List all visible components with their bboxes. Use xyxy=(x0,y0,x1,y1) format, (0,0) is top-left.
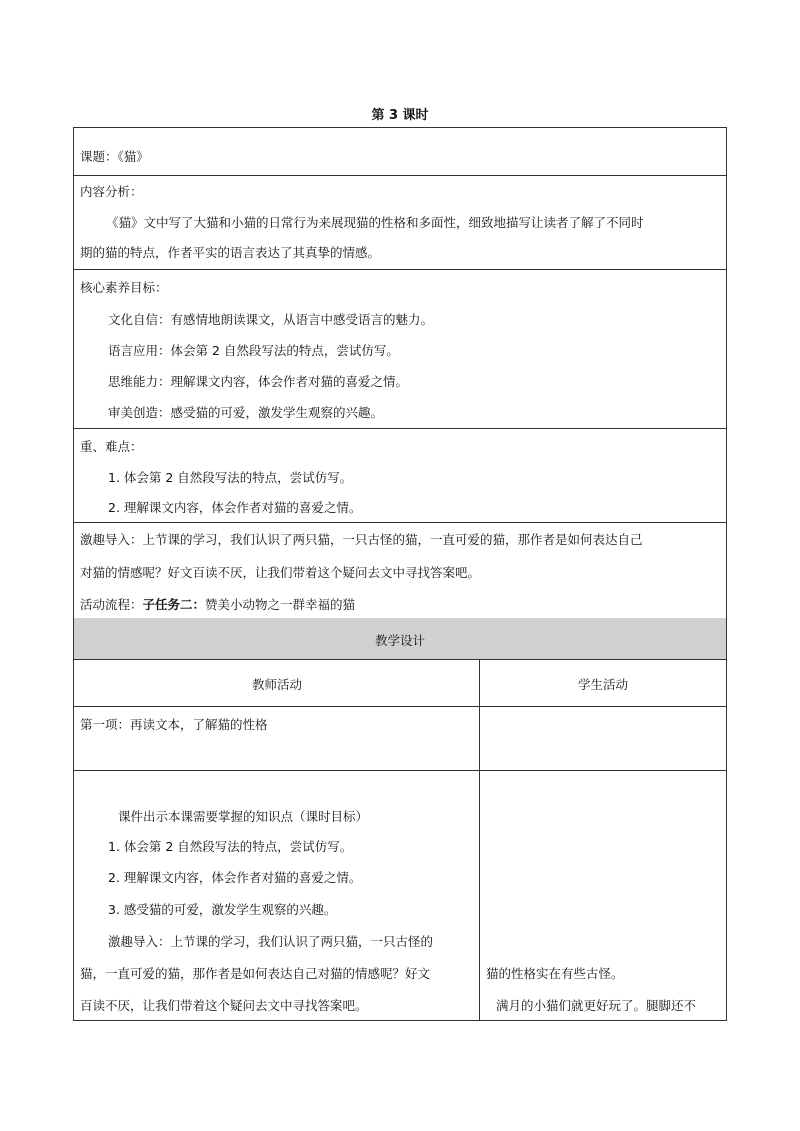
topic-cell xyxy=(73,127,727,176)
intro-cell xyxy=(73,522,727,619)
design-header-label: 教学设计 xyxy=(374,633,425,648)
step-1-label: 第一项：再读文本，了解猫的性格 xyxy=(80,717,268,732)
analysis-line-2: 期的猫的特点，作者平实的语言表达了其真挚的情感。 xyxy=(80,245,381,260)
activities-row xyxy=(73,770,727,1021)
goal-item: 思维能力：理解课文内容，体会作者对猫的喜爱之情。 xyxy=(108,374,409,389)
teacher-line: 3. 感受猫的可爱，激发学生观察的兴趣。 xyxy=(108,902,337,917)
student-line: 猫的性格实在有些古怪。 xyxy=(486,966,624,981)
flow-task: 子任务二： xyxy=(142,597,206,612)
activity-flow xyxy=(80,595,355,613)
analysis-heading: 内容分析： xyxy=(80,184,143,199)
teacher-column-header: 教师活动 xyxy=(251,677,302,692)
analysis-cell xyxy=(73,175,727,270)
analysis-line-1: 《猫》文中写了大猫和小猫的日常行为来展现猫的性格和多面性，细致地描写让读者了解了不同时 xyxy=(106,215,644,230)
page-title: 第 3 课时 xyxy=(371,108,429,123)
teacher-line: 课件出示本课需要掌握的知识点（课时目标） xyxy=(118,809,369,824)
goals-cell xyxy=(73,269,727,429)
column-header-row xyxy=(73,659,727,707)
goal-item: 审美创造：感受猫的可爱，激发学生观察的兴趣。 xyxy=(108,405,384,420)
teacher-line: 2. 理解课文内容，体会作者对猫的喜爱之情。 xyxy=(108,870,362,885)
key-point-item: 1. 体会第 2 自然段写法的特点，尝试仿写。 xyxy=(108,470,353,485)
teacher-line: 激趣导入：上节课的学习，我们认识了两只猫，一只古怪的 xyxy=(108,934,434,949)
key-point-item: 2. 理解课文内容，体会作者对猫的喜爱之情。 xyxy=(108,500,362,515)
teacher-line: 猫，一直可爱的猫，那作者是如何表达自己对猫的情感呢？好文 xyxy=(80,966,431,981)
design-header xyxy=(73,618,727,660)
key-points-heading: 重、难点： xyxy=(80,439,143,454)
intro-line-1: 激趣导入：上节课的学习，我们认识了两只猫，一只古怪的猫，一直可爱的猫，那作者是如何表达自己 xyxy=(80,532,643,547)
student-line: 满月的小猫们就更好玩了。腿脚还不 xyxy=(496,998,697,1013)
key-points-cell xyxy=(73,428,727,523)
goal-item: 语言应用：体会第 2 自然段写法的特点，尝试仿写。 xyxy=(108,343,399,358)
flow-label: 活动流程： xyxy=(80,597,143,612)
flow-text: 赞美小动物之一群幸福的猫 xyxy=(205,597,356,612)
topic-label: 课题：《猫》 xyxy=(80,149,149,164)
intro-line-2: 对猫的情感呢？好文百读不厌，让我们带着这个疑问去文中寻找答案吧。 xyxy=(80,565,481,580)
teacher-line: 百读不厌，让我们带着这个疑问去文中寻找答案吧。 xyxy=(80,998,368,1013)
teacher-line: 1. 体会第 2 自然段写法的特点，尝试仿写。 xyxy=(108,839,353,854)
student-column-header: 学生活动 xyxy=(577,677,628,692)
goal-item: 文化自信：有感情地朗读课文，从语言中感受语言的魅力。 xyxy=(108,312,434,327)
goals-heading: 核心素养目标： xyxy=(80,280,168,295)
column-divider xyxy=(479,659,480,1021)
step-row xyxy=(73,706,727,771)
